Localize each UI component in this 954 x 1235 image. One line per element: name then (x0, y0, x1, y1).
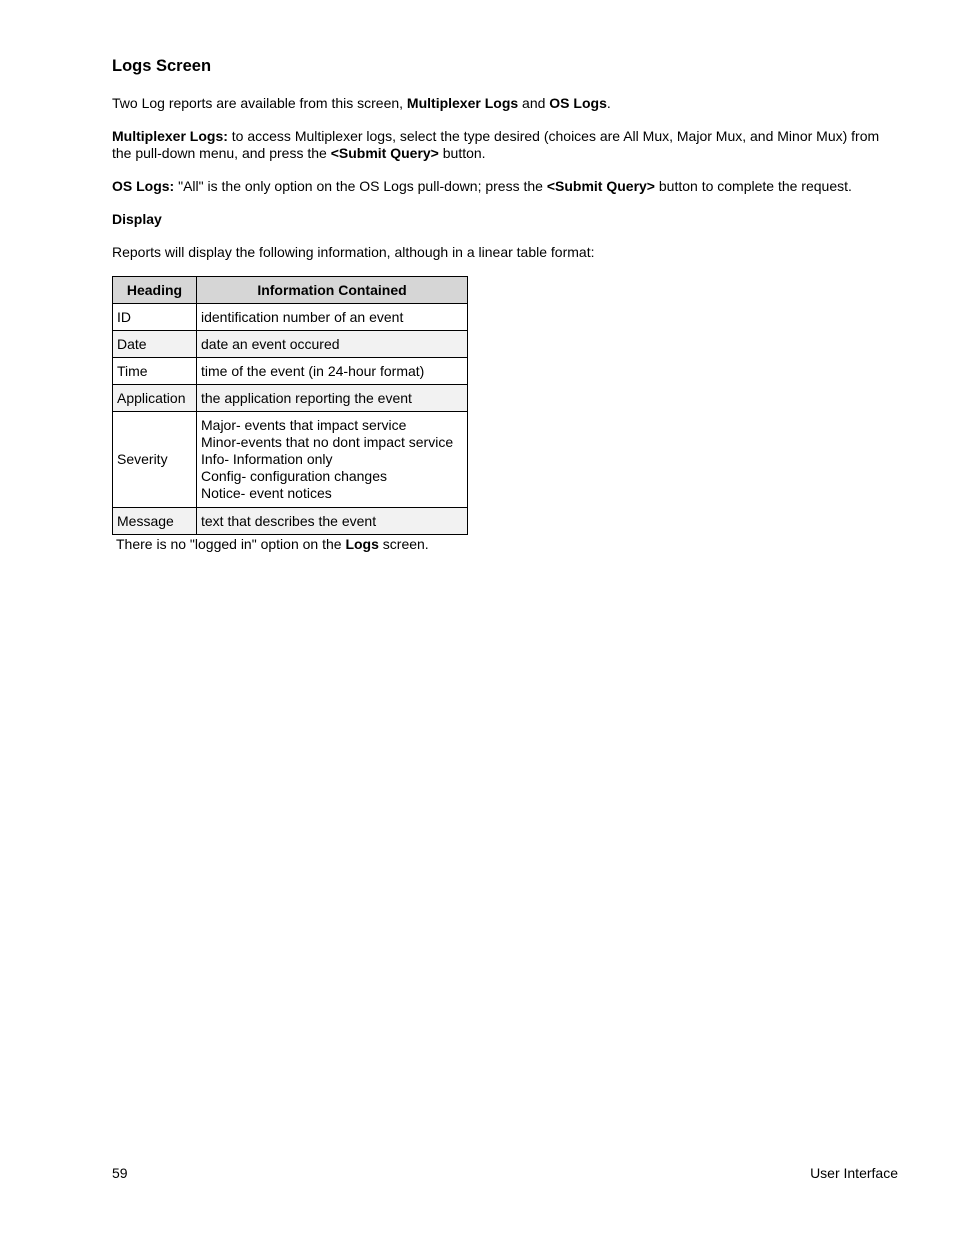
column-header-information: Information Contained (197, 277, 468, 304)
severity-line: Notice- event notices (201, 485, 332, 501)
row-heading-cell: ID (113, 304, 197, 331)
document-page (112, 56, 898, 553)
row-heading-cell: Message (113, 508, 197, 535)
submit-query-reference: <Submit Query> (330, 145, 439, 161)
row-heading-cell: Date (113, 331, 197, 358)
table-header-row (113, 277, 468, 304)
submit-query-reference: <Submit Query> (546, 178, 655, 194)
table-row (113, 508, 468, 535)
severity-line: Minor-events that no dont impact service (201, 434, 454, 450)
footer-section-title: User Interface (810, 1165, 898, 1181)
note-text: There is no "logged in" option on the (116, 536, 346, 552)
intro-text: Two Log reports are available from this screen, (112, 95, 407, 111)
os-logs-text-end: button to complete the request. (654, 178, 852, 194)
multiplexer-logs-paragraph (112, 128, 898, 162)
table-row (113, 412, 468, 508)
row-heading-cell: Time (113, 358, 197, 385)
severity-levels-cell (197, 412, 468, 508)
display-heading: Display (112, 211, 162, 227)
row-info-cell: identification number of an event (197, 304, 468, 331)
intro-connector: and (518, 95, 550, 111)
row-heading-cell: Application (113, 385, 197, 412)
severity-line: Config- configuration changes (201, 468, 388, 484)
intro-period: . (606, 95, 611, 111)
os-logs-term: OS Logs (549, 95, 607, 111)
column-header-heading: Heading (113, 277, 197, 304)
multiplexer-logs-term: Multiplexer Logs (406, 95, 519, 111)
note-text-end: screen. (378, 536, 429, 552)
display-paragraph: Reports will display the following information, although in a linear table format: (112, 244, 595, 260)
row-heading-cell: Severity (113, 412, 197, 508)
os-logs-paragraph (112, 178, 898, 195)
os-logs-text: "All" is the only option on the OS Logs pull-down; press the (174, 178, 547, 194)
page-number: 59 (112, 1165, 128, 1181)
severity-line: Major- events that impact service (201, 417, 407, 433)
table-row (113, 358, 468, 385)
multiplexer-logs-text: to access Multiplexer logs, select the type desired (choices are All Mux, Major Mux, and Minor Mux) from the pull-down menu, and press the (112, 128, 880, 161)
multiplexer-logs-text-end: button. (438, 145, 486, 161)
severity-line: Info- Information only (201, 451, 333, 467)
table-row (113, 385, 468, 412)
table-row (113, 304, 468, 331)
row-info-cell: date an event occured (197, 331, 468, 358)
row-info-cell: the application reporting the event (197, 385, 468, 412)
row-info-cell: time of the event (in 24-hour format) (197, 358, 468, 385)
table-note (116, 536, 898, 553)
log-fields-table (112, 276, 468, 535)
table-row (113, 331, 468, 358)
row-info-cell: text that describes the event (197, 508, 468, 535)
intro-paragraph (112, 95, 898, 112)
logs-term: Logs (345, 536, 379, 552)
os-logs-label: OS Logs: (112, 178, 175, 194)
multiplexer-logs-label: Multiplexer Logs: (112, 128, 228, 144)
page-title: Logs Screen (112, 57, 212, 75)
